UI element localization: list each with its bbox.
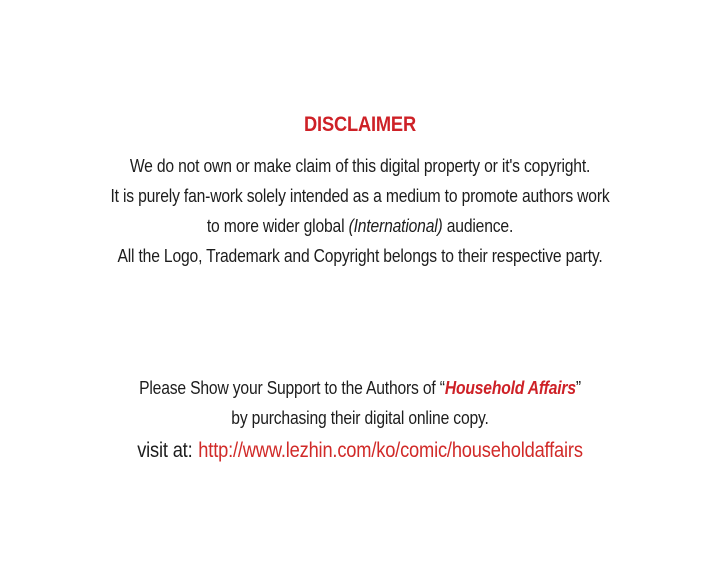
disclaimer-line-3 xyxy=(47,211,673,241)
support-line-1-pre: Please Show your Support to the Authors of “ xyxy=(139,378,445,398)
support-paragraph xyxy=(47,373,673,433)
disclaimer-paragraph xyxy=(47,151,673,271)
disclaimer-line-2: It is purely fan-work solely intended as a medium to promote authors work xyxy=(110,186,610,206)
disclaimer-line-3-pre: to more wider global xyxy=(206,216,349,236)
comic-url-link[interactable]: http://www.lezhin.com/ko/comic/householdaffairs xyxy=(198,439,583,462)
disclaimer-line-4: All the Logo, Trademark and Copyright belongs to their respective party. xyxy=(117,246,603,266)
visit-line xyxy=(47,436,673,466)
support-line-1-post: ” xyxy=(575,378,581,398)
visit-label: visit at: xyxy=(137,439,198,462)
comic-title: Household Affairs xyxy=(444,378,576,398)
disclaimer-line-1: We do not own or make claim of this digital property or it's copyright. xyxy=(129,156,591,176)
disclaimer-line-3-post: audience. xyxy=(442,216,514,236)
disclaimer-line-3-international: (International) xyxy=(348,216,443,236)
support-line-1 xyxy=(47,373,673,403)
page-title: DISCLAIMER xyxy=(304,113,416,136)
support-line-2: by purchasing their digital online copy. xyxy=(231,408,489,428)
